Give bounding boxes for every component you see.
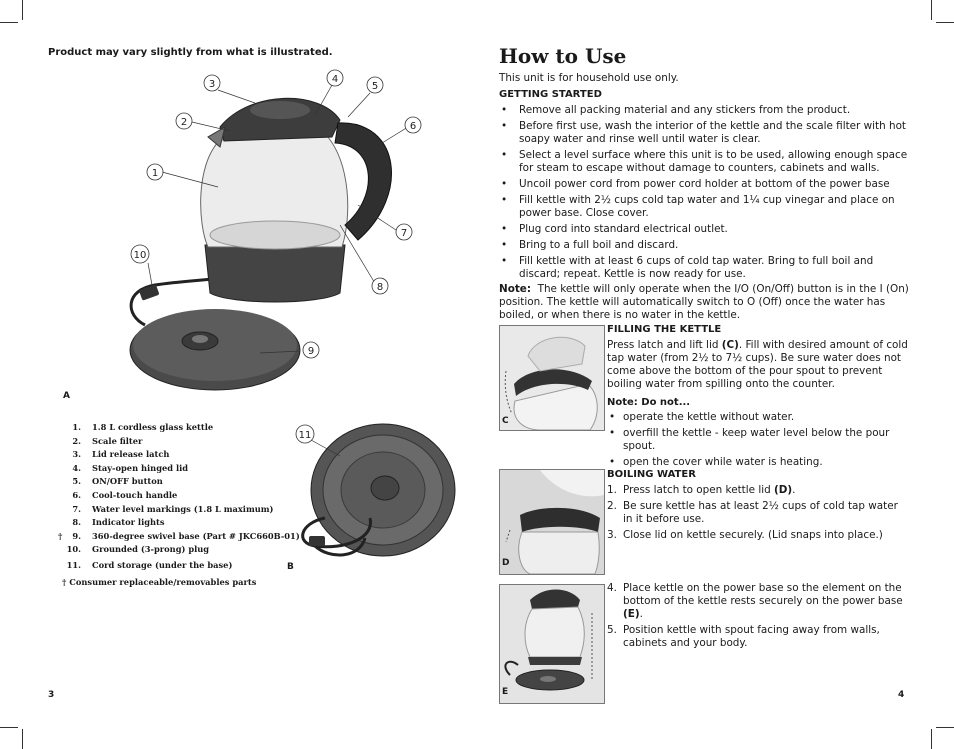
callout-8 xyxy=(372,278,388,294)
filling-heading: FILLING THE KETTLE xyxy=(607,324,722,335)
list-item: • open the cover while water is heating. xyxy=(607,456,909,469)
svg-text:5: 5 xyxy=(371,81,379,92)
svg-text:3: 3 xyxy=(208,79,216,90)
callout-1 xyxy=(147,164,163,180)
parts-list xyxy=(58,421,300,573)
list-item: 7. Water level markings (1.8 L maximum) xyxy=(72,503,274,514)
list-item: † 9. 360-degree swivel base (Part # JKC660B-01) xyxy=(58,530,300,541)
svg-text:9: 9 xyxy=(307,346,315,357)
list-item: 4. Place kettle on the power base so the element on the bottom of the kettle rests securely on the power base (E). xyxy=(607,582,903,620)
boiling-steps-continued xyxy=(607,582,909,653)
callout-7 xyxy=(396,224,412,240)
svg-text:8: 8 xyxy=(376,282,384,293)
figure-b-label: B xyxy=(287,562,294,572)
callout-6 xyxy=(405,117,421,133)
crop-mark xyxy=(936,22,954,23)
illustration-notice: Product may vary slightly from what is illustrated. xyxy=(48,47,333,58)
intro-text: This unit is for household use only. xyxy=(499,72,679,84)
photo-c-label: C xyxy=(502,416,509,426)
list-item: 3. Lid release latch xyxy=(72,449,170,460)
getting-started-heading: GETTING STARTED xyxy=(499,89,602,100)
svg-text:11: 11 xyxy=(298,430,312,441)
list-item: 10. Grounded (3-prong) plug xyxy=(66,544,210,555)
svg-text:1: 1 xyxy=(151,168,159,179)
list-item: • overfill the kettle - keep water level below the pour spout. xyxy=(607,427,909,453)
do-not-heading: Note: Do not... xyxy=(607,397,691,408)
list-item: 5. Position kettle with spout facing away from walls, cabinets and your body. xyxy=(607,624,880,649)
photo-kettle-on-base xyxy=(499,584,605,704)
svg-text:7: 7 xyxy=(400,228,408,239)
list-item: 1. Press latch to open kettle lid (D). xyxy=(607,484,796,496)
list-item: • operate the kettle without water. xyxy=(607,411,909,424)
list-item: 2. Scale filter xyxy=(72,435,143,446)
getting-started-list xyxy=(499,104,911,284)
photo-opening-lid xyxy=(499,469,605,575)
list-item: 2. Be sure kettle has at least 2½ cups of cold tap water in it before use. xyxy=(607,500,898,525)
photo-d-label: D xyxy=(502,558,510,568)
figure-a-label: A xyxy=(63,391,70,401)
list-item: 4. Stay-open hinged lid xyxy=(72,462,189,473)
callout-3 xyxy=(204,75,220,91)
list-item: 11. Cord storage (under the base) xyxy=(66,559,233,570)
list-item: 1. 1.8 L cordless glass kettle xyxy=(72,422,214,432)
list-item: 3. Close lid on kettle securely. (Lid snaps into place.) xyxy=(607,529,883,541)
boiling-heading: BOILING WATER xyxy=(607,469,696,480)
filling-text: Press latch and lift lid (C). Fill with desired amount of cold tap water (from 2½ to 7½ cups). Be sure water does not come above the bottom of the pour spout to prevent boiling water from spilling onto the counter. xyxy=(607,339,908,390)
parts-footnote: † Consumer replaceable/removables parts xyxy=(62,577,257,587)
list-item: • Uncoil power cord from power cord holder at bottom of the power base xyxy=(499,178,911,191)
callout-4 xyxy=(327,70,343,86)
kettle-illustration xyxy=(100,65,440,395)
crop-mark xyxy=(936,727,954,728)
list-item: 6. Cool-touch handle xyxy=(72,489,178,500)
callout-10 xyxy=(131,245,149,263)
svg-text:4: 4 xyxy=(331,74,339,85)
list-item: • Before first use, wash the interior of the kettle and the scale filter with hot soapy water and rinse well until water is clear. xyxy=(499,120,911,146)
svg-text:6: 6 xyxy=(409,121,417,132)
svg-text:2: 2 xyxy=(180,117,188,128)
do-not-list xyxy=(607,411,909,472)
base-underside-illustration xyxy=(285,418,460,578)
page-number: 3 xyxy=(48,690,55,700)
callout-9 xyxy=(303,342,319,358)
photo-e-label: E xyxy=(502,687,509,697)
photo-lifting-lid xyxy=(499,325,605,431)
crop-mark xyxy=(931,0,932,20)
callout-5 xyxy=(367,77,383,93)
callout-2 xyxy=(176,113,192,129)
boiling-steps xyxy=(607,484,909,545)
page-title: How to Use xyxy=(499,44,627,68)
list-item: 8. Indicator lights xyxy=(72,517,165,528)
list-item: • Plug cord into standard electrical outlet. xyxy=(499,223,911,236)
list-item: • Bring to a full boil and discard. xyxy=(499,239,911,252)
operation-note: Note: The kettle will only operate when the I/O (On/Off) button is in the I (On) position. The kettle will automatically switch to O (Off) once the water has boiled, or when there is no water in the kettle. xyxy=(499,283,909,321)
crop-mark xyxy=(931,729,932,749)
svg-text:10: 10 xyxy=(133,250,147,261)
list-item: • Fill kettle with 2½ cups cold tap water and 1¼ cup vinegar and place on power base. Close cover. xyxy=(499,194,911,220)
list-item: • Select a level surface where this unit is to be used, allowing enough space for steam to escape without damage to counters, cabinets and walls. xyxy=(499,149,911,175)
list-item: 5. ON/OFF button xyxy=(72,476,163,487)
list-item: • Fill kettle with at least 6 cups of cold tap water. Bring to full boil and discard; repeat. Kettle is now ready for use. xyxy=(499,255,911,281)
page-number: 4 xyxy=(898,690,905,700)
list-item: • Remove all packing material and any stickers from the product. xyxy=(499,104,911,117)
